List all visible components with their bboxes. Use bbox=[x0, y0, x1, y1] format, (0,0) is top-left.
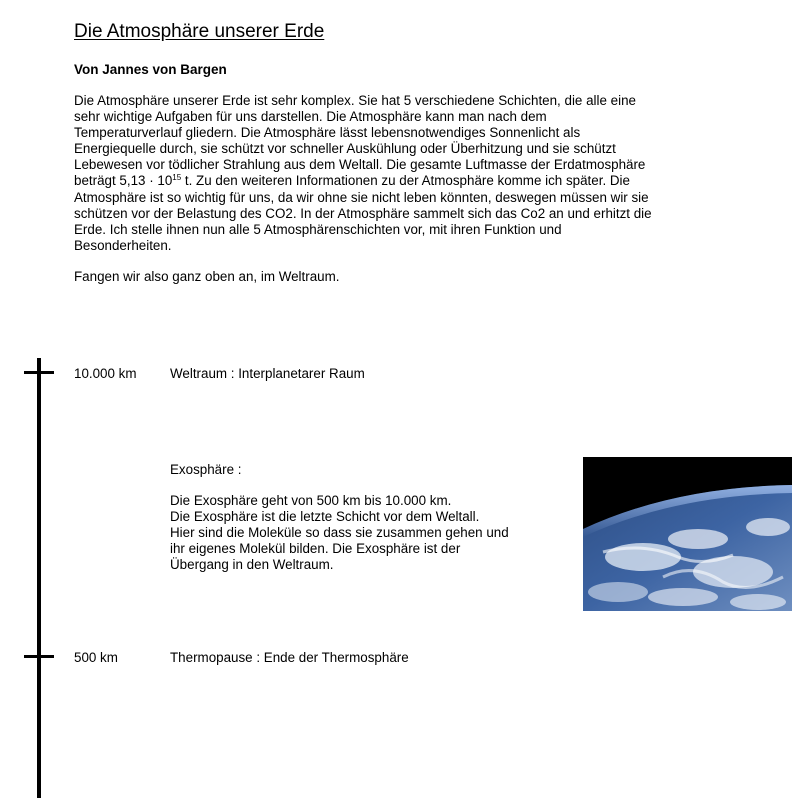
earth-from-space-image bbox=[583, 457, 792, 611]
mass-exponent: 15 bbox=[172, 173, 182, 183]
mass-text-after: t. Zu den weiteren Informationen zu der Atmosphäre komme ich später. Die bbox=[181, 173, 630, 189]
timeline-tick-500 bbox=[24, 655, 54, 658]
intro-line: Temperaturverlauf gliedern. Die Atmosphäre lässt lebensnotwendiges Sonnenlicht als bbox=[74, 125, 581, 141]
exosphere-line: Hier sind die Moleküle so dass sie zusammen gehen und bbox=[170, 525, 509, 541]
altitude-timeline-line bbox=[37, 358, 41, 798]
layer-label-weltraum: Weltraum : Interplanetarer Raum bbox=[170, 366, 365, 381]
page-title: Die Atmosphäre unserer Erde bbox=[74, 21, 325, 42]
timeline-tick-10000 bbox=[24, 371, 54, 374]
author-byline: Von Jannes von Bargen bbox=[74, 62, 227, 77]
exosphere-line: ihr eigenes Molekül bilden. Die Exosphäre ist der bbox=[170, 541, 461, 557]
intro-line: Erde. Ich stelle ihnen nun alle 5 Atmosphärenschichten vor, mit ihren Funktion und bbox=[74, 221, 562, 237]
mass-text-before: beträgt 5,13 · 10 bbox=[74, 173, 173, 189]
intro-line: sehr wichtige Aufgaben für uns darstellen. Die Atmosphäre kann man nach dem bbox=[74, 109, 547, 125]
intro-line: Atmosphäre ist so wichtig für uns, da wir ohne sie nicht leben könnten, deswegen müssen wir sie bbox=[74, 189, 649, 205]
exosphere-description bbox=[170, 493, 509, 573]
altitude-label-500: 500 km bbox=[74, 650, 118, 665]
exosphere-line: Übergang in den Weltraum. bbox=[170, 557, 334, 573]
exosphere-heading: Exosphäre : bbox=[170, 462, 242, 477]
intro-line: Lebewesen vor tödlicher Strahlung aus dem Weltall. Die gesamte Luftmasse der Erdatmosphäre bbox=[74, 157, 646, 173]
intro-line: schützen vor der Belastung des CO2. In der Atmosphäre sammelt sich das Co2 an und erhitzt die bbox=[74, 205, 652, 221]
exosphere-line: Die Exosphäre geht von 500 km bis 10.000 km. bbox=[170, 493, 452, 508]
layer-label-thermopause: Thermopause : Ende der Thermosphäre bbox=[170, 650, 409, 665]
intro-paragraph bbox=[74, 93, 724, 254]
exosphere-line: Die Exosphäre ist die letzte Schicht vor dem Weltall. bbox=[170, 509, 480, 525]
outro-paragraph: Fangen wir also ganz oben an, im Weltraum. bbox=[74, 269, 340, 284]
intro-line: Besonderheiten. bbox=[74, 237, 172, 253]
intro-line-mass bbox=[74, 173, 724, 189]
altitude-label-10000: 10.000 km bbox=[74, 366, 137, 381]
intro-line: Die Atmosphäre unserer Erde ist sehr komplex. Sie hat 5 verschiedene Schichten, die alle eine bbox=[74, 93, 636, 108]
intro-line: Energiequelle durch, sie schützt vor schneller Auskühlung oder Überhitzung und sie schützt bbox=[74, 141, 616, 157]
